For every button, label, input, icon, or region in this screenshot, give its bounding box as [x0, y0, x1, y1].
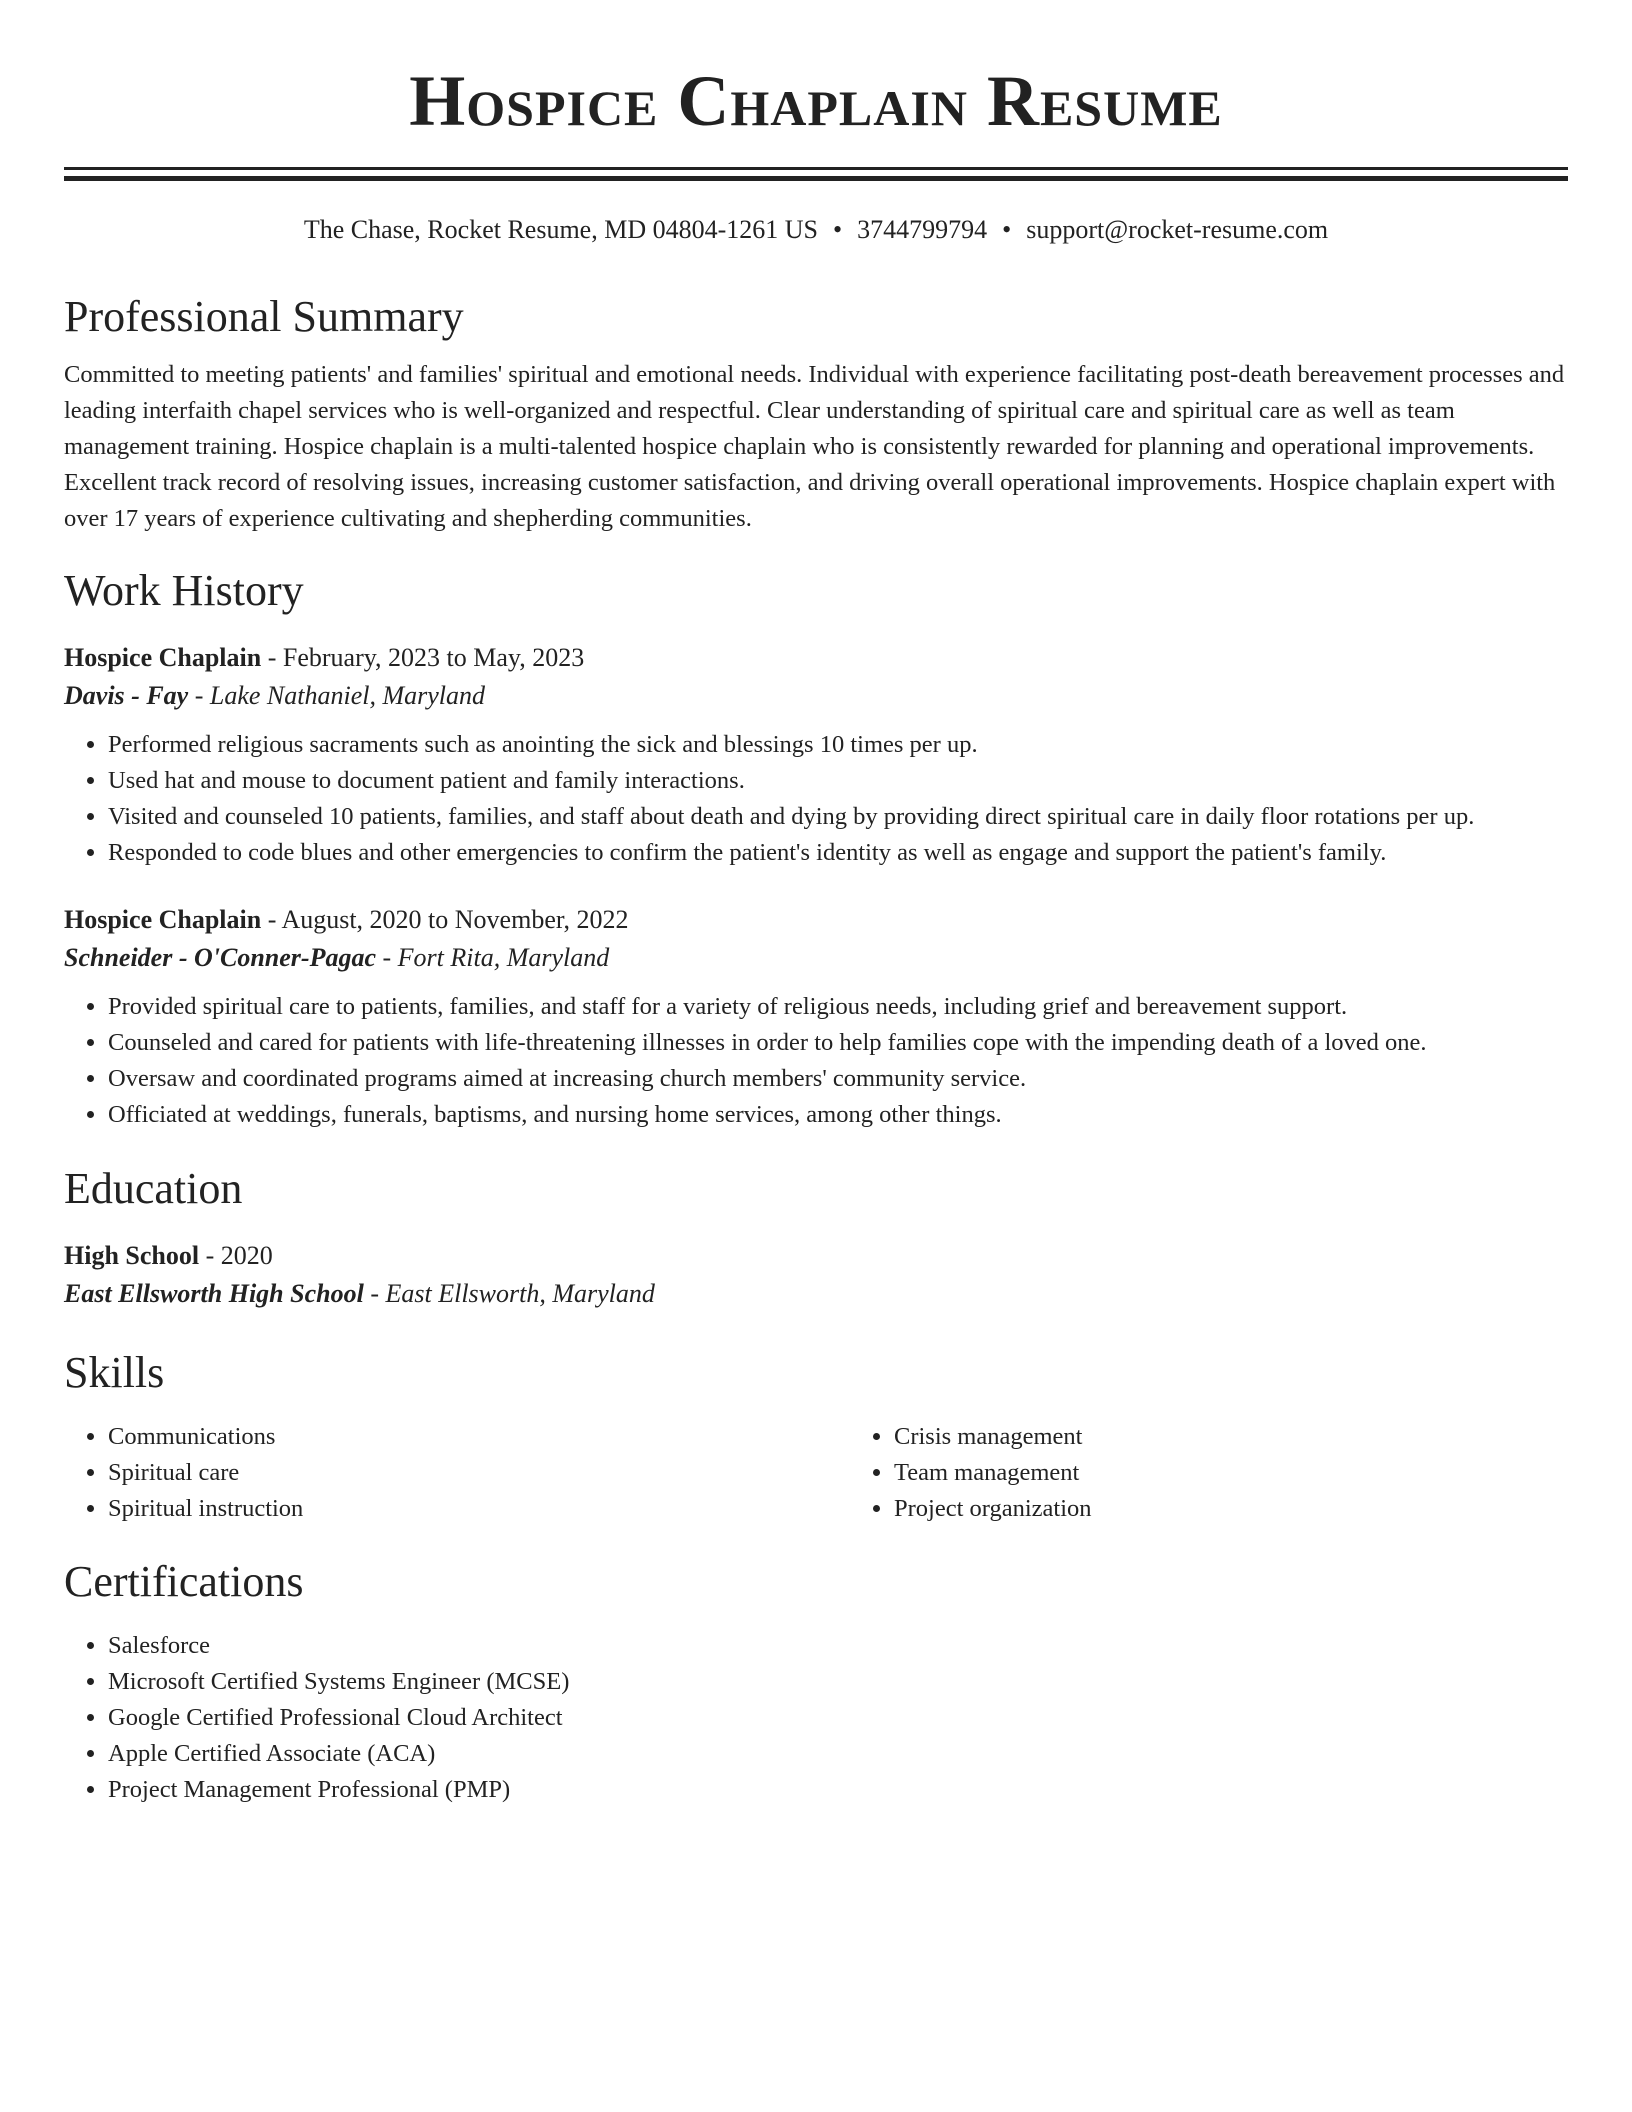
job-company: Schneider - O'Conner-Pagac — [64, 943, 376, 972]
summary-heading: Professional Summary — [64, 292, 464, 341]
job-location: - Lake Nathaniel, Maryland — [194, 681, 485, 710]
education-heading: Education — [64, 1164, 243, 1213]
education-year: - 2020 — [205, 1241, 273, 1270]
certifications-list — [64, 1628, 1568, 1808]
job-bullets — [64, 727, 1568, 871]
certification-item: • Salesforce — [108, 1628, 1568, 1664]
contact-separator: • — [1002, 215, 1012, 244]
skill-item: • Team management — [894, 1455, 1092, 1491]
job-role: Hospice Chaplain — [64, 643, 262, 672]
job-company-line — [64, 677, 1568, 715]
contact-address: The Chase, Rocket Resume, MD 04804-1261 US — [303, 215, 819, 244]
certification-item: • Apple Certified Associate (ACA) — [108, 1736, 1568, 1772]
skills-column-2 — [850, 1419, 1092, 1527]
work-history-heading: Work History — [64, 566, 304, 615]
certification-item: • Microsoft Certified Systems Engineer (MCSE) — [108, 1664, 1568, 1700]
job-entry — [64, 639, 1568, 871]
contact-line — [64, 214, 1568, 246]
contact-email: support@rocket-resume.com — [1026, 215, 1329, 244]
job-bullet: • Visited and counseled 10 patients, families, and staff about death and dying by providing direct spiritual care in daily floor rotations per up. — [108, 799, 1568, 835]
skill-item: • Communications — [108, 1419, 850, 1455]
title-divider-bottom — [64, 176, 1568, 181]
education-location: - East Ellsworth, Maryland — [370, 1279, 655, 1308]
job-company-line — [64, 939, 1568, 977]
job-location: - Fort Rita, Maryland — [382, 943, 610, 972]
job-bullet: • Performed religious sacraments such as anointing the sick and blessings 10 times per up. — [108, 727, 1568, 763]
skills-heading: Skills — [64, 1348, 165, 1397]
job-company: Davis - Fay — [64, 681, 189, 710]
job-bullet: • Provided spiritual care to patients, families, and staff for a variety of religious needs, including grief and bereavement support. — [108, 989, 1568, 1025]
job-dates: - August, 2020 to November, 2022 — [267, 905, 629, 934]
skills-column-1 — [64, 1419, 850, 1527]
education-entry — [64, 1237, 1568, 1313]
contact-separator: • — [833, 215, 843, 244]
education-school: East Ellsworth High School — [64, 1279, 364, 1308]
skill-item: • Spiritual instruction — [108, 1491, 850, 1527]
job-role: Hospice Chaplain — [64, 905, 262, 934]
skill-item: • Project organization — [894, 1491, 1092, 1527]
skill-item: • Spiritual care — [108, 1455, 850, 1491]
skills-list — [64, 1419, 1568, 1527]
job-bullet: • Oversaw and coordinated programs aimed at increasing church members' community service. — [108, 1061, 1568, 1097]
job-title-line — [64, 901, 1568, 939]
certifications-heading: Certifications — [64, 1557, 304, 1606]
certification-item: • Google Certified Professional Cloud Architect — [108, 1700, 1568, 1736]
job-dates: - February, 2023 to May, 2023 — [267, 643, 585, 672]
job-bullet: • Counseled and cared for patients with life-threatening illnesses in order to help families cope with the impending death of a loved one. — [108, 1025, 1568, 1061]
education-degree: High School — [64, 1241, 200, 1270]
skill-item: • Crisis management — [894, 1419, 1092, 1455]
job-bullet: • Used hat and mouse to document patient and family interactions. — [108, 763, 1568, 799]
title-divider-top — [64, 167, 1568, 170]
education-school-line — [64, 1275, 1568, 1313]
job-entry — [64, 901, 1568, 1133]
job-title-line — [64, 639, 1568, 677]
resume-title: Hospice Chaplain Resume — [409, 61, 1223, 141]
education-degree-line — [64, 1237, 1568, 1275]
certification-item: • Project Management Professional (PMP) — [108, 1772, 1568, 1808]
job-bullets — [64, 989, 1568, 1133]
summary-text: Committed to meeting patients' and families' spiritual and emotional needs. Individual with experience facilitating post-death bereavement processes and leading interfaith chapel services who is well-organized and respectful. Clear understanding of spiritual care and spiritual care as well as team management training. Hospice chaplain is a multi-talented hospice chaplain who is consistently rewarded for planning and operational improvements. Excellent track record of resolving issues, increasing customer satisfaction, and driving overall operational improvements. Hospice chaplain expert with over 17 years of experience cultivating and shepherding communities. — [64, 361, 1565, 532]
job-bullet: • Officiated at weddings, funerals, baptisms, and nursing home services, among other things. — [108, 1097, 1568, 1133]
contact-phone: 3744799794 — [857, 215, 988, 244]
job-bullet: • Responded to code blues and other emergencies to confirm the patient's identity as well as engage and support the patient's family. — [108, 835, 1568, 871]
